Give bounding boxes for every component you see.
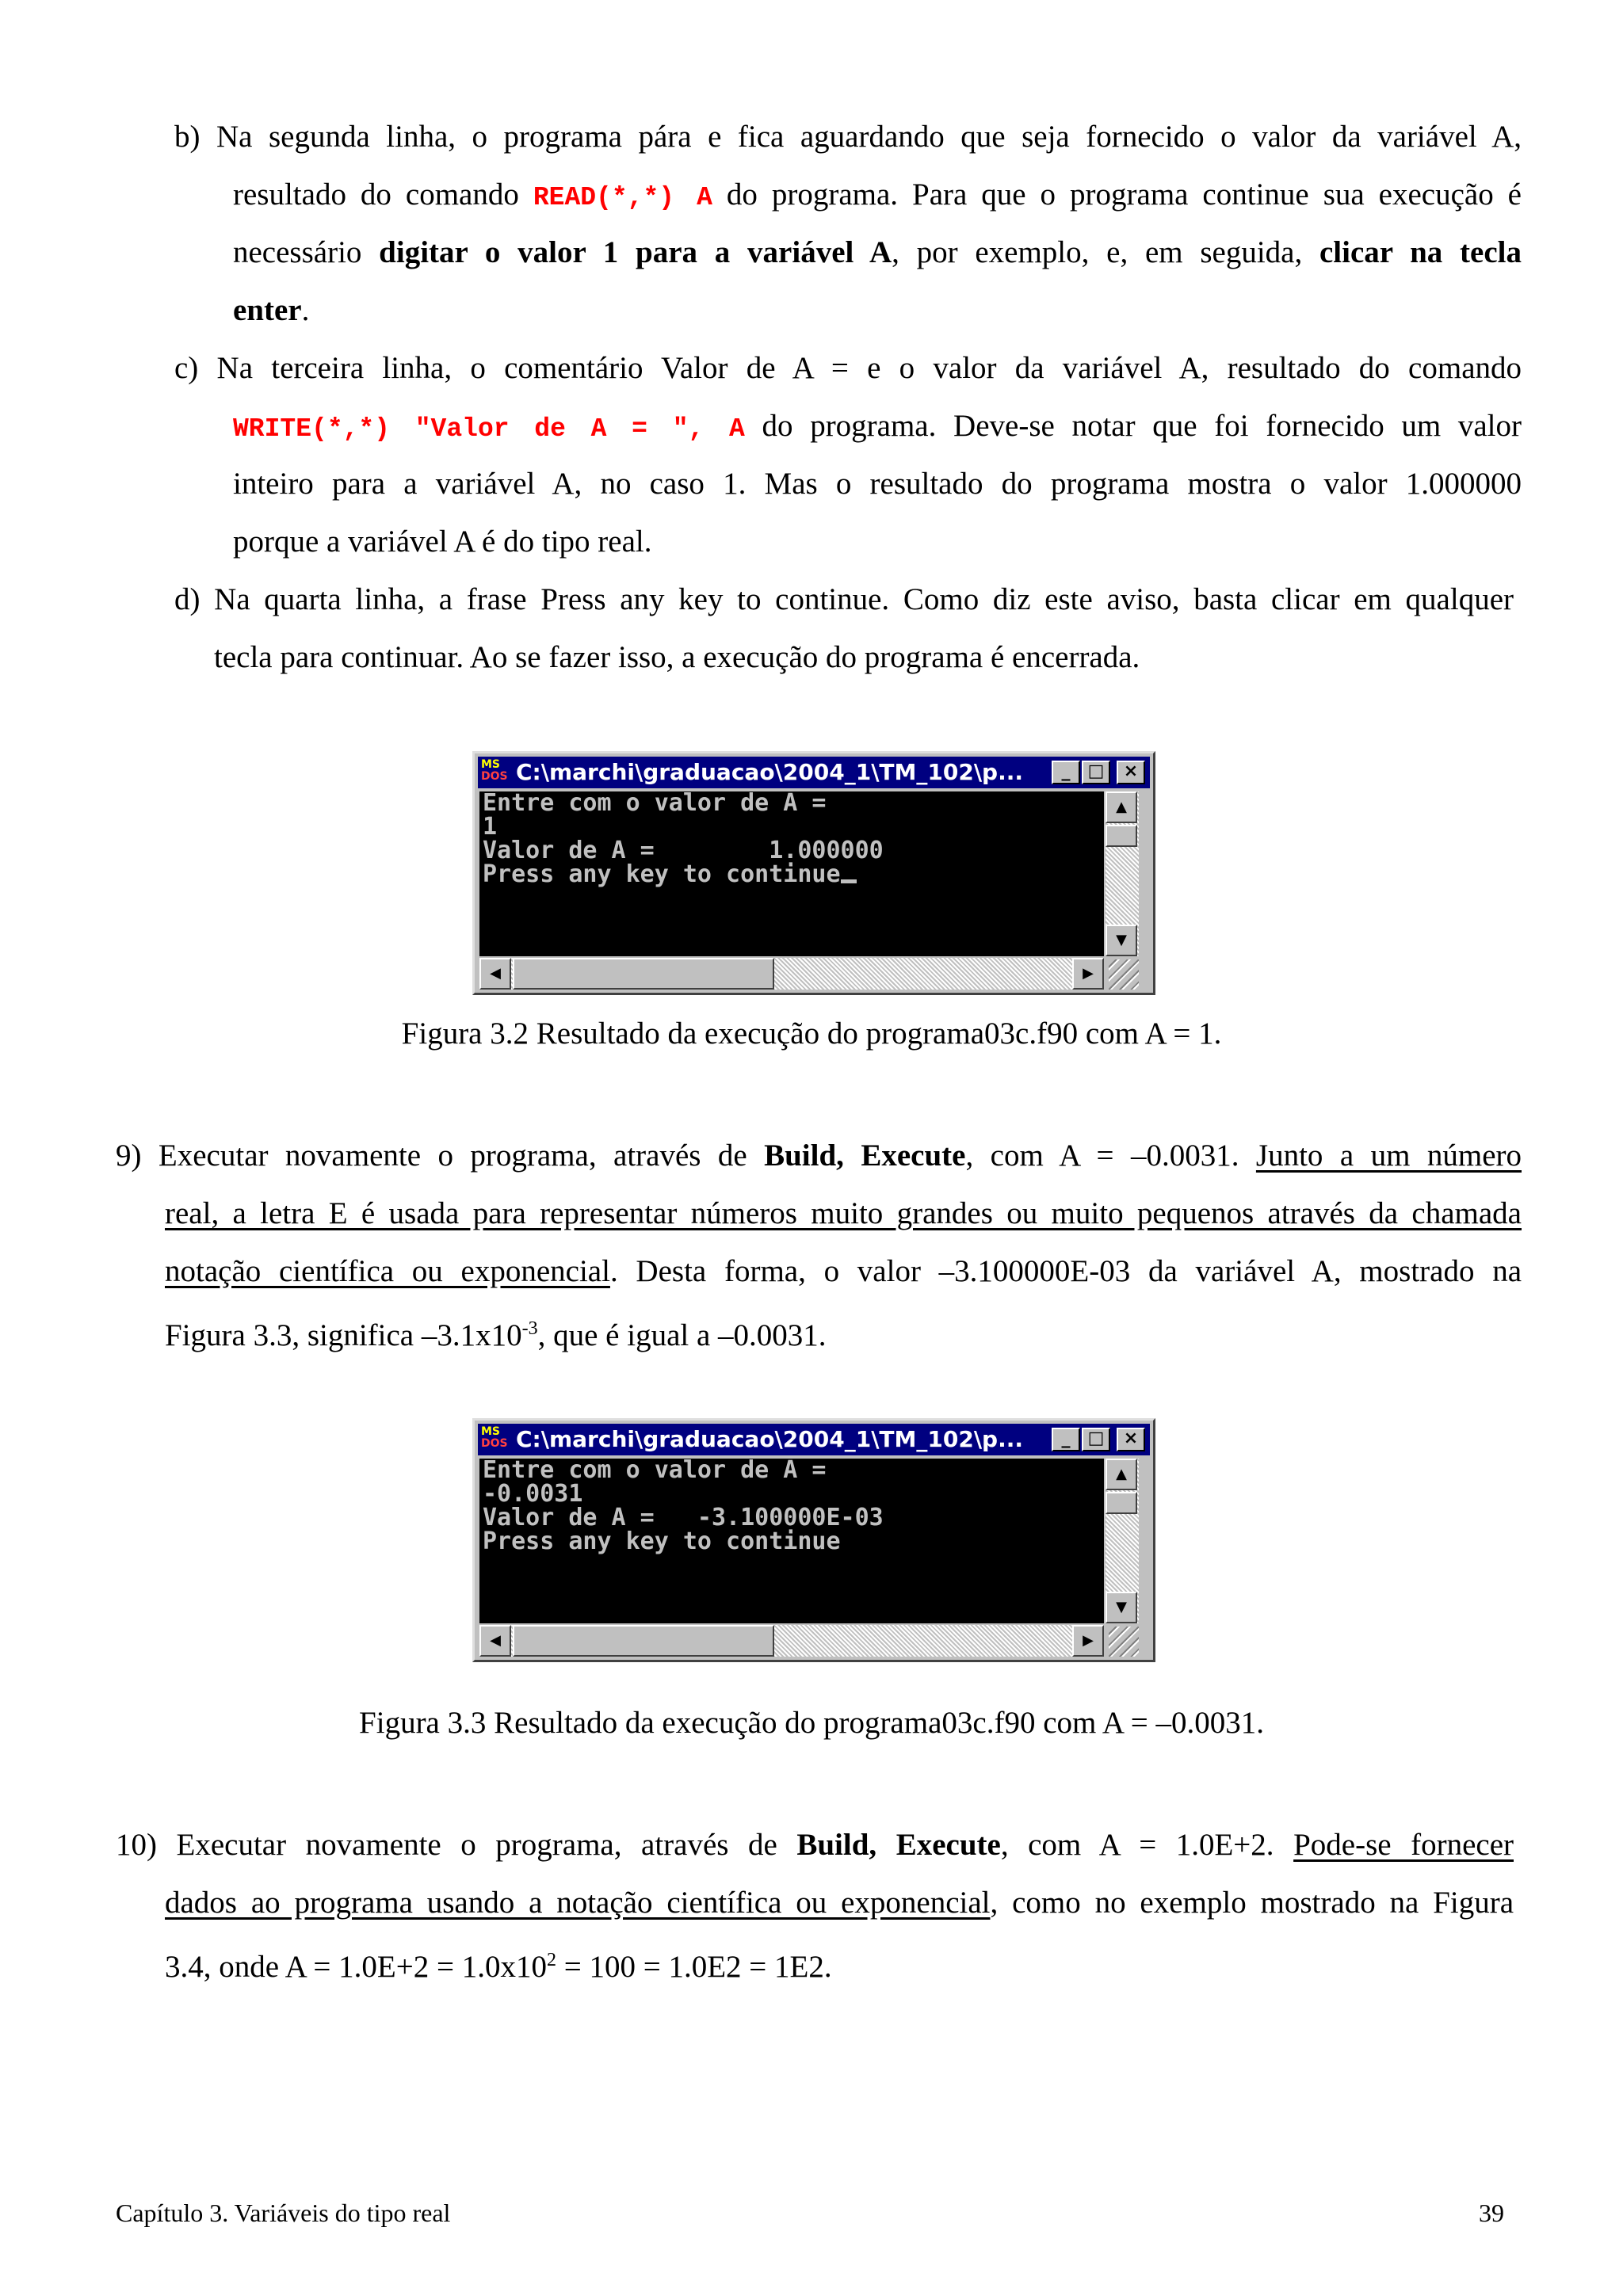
close-button[interactable]: ×: [1117, 1428, 1145, 1451]
text-line: c) Na terceira linha, o comentário Valor de A = e o valor da variável A, resultado do comando: [174, 351, 1522, 385]
text-cursor: [841, 879, 857, 883]
text-line: 9) Executar novamente o programa, através de Build, Execute, com A = –0.0031. Junto a um número: [116, 1138, 1522, 1173]
text-line: b) Na segunda linha, o programa pára e fica aguardando que seja fornecido o valor da variável A,: [174, 120, 1522, 154]
console-line-with-cursor: Press any key to continue: [479, 863, 1104, 887]
text-line: d) Na quarta linha, a frase Press any key to continue. Como diz este aviso, basta clicar em qualquer: [174, 582, 1514, 616]
horizontal-scrollbar[interactable]: [479, 1625, 1104, 1657]
text-line: porque a variável A é do tipo real.: [233, 524, 652, 559]
console-line: Entre com o valor de A =: [483, 791, 827, 817]
footer-chapter: Capítulo 3. Variáveis do tipo real: [116, 2199, 451, 2227]
scroll-up-button[interactable]: ▲: [1106, 791, 1137, 823]
console-output: [479, 1459, 1104, 1623]
text-line: tecla para continuar. Ao se fazer isso, a execução do programa é encerrada.: [214, 640, 1140, 674]
scroll-left-button[interactable]: ◀: [479, 1625, 511, 1657]
page-number: 39: [1479, 2199, 1504, 2227]
console-output: [479, 791, 1104, 956]
figure-caption-2: Figura 3.3 Resultado da execução do programa03c.f90 com A = –0.0031.: [359, 1706, 1264, 1740]
text-line: 3.4, onde $A = 1.0E+2 = 1.0x10^2 = 100 = 1.0E2 = 1E2$.: [165, 1950, 832, 1984]
scroll-right-button[interactable]: ▶: [1072, 1625, 1104, 1657]
minimize-button[interactable]: _: [1052, 761, 1080, 784]
console-line: 1: [483, 813, 498, 841]
text-line: notação científica ou exponencial. Desta forma, o valor –3.100000E-03 da variável A, mostrado na: [165, 1254, 1522, 1288]
resize-grip[interactable]: [1109, 1627, 1139, 1657]
title-bar: [478, 757, 1150, 788]
console-window-2: [472, 1418, 1155, 1662]
console-line: Valor de A = -3.100000E-03: [483, 1504, 884, 1531]
scroll-thumb-vertical[interactable]: [1106, 825, 1137, 847]
figure-caption-1: Figura 3.2 Resultado da execução do programa03c.f90 com A = 1.: [401, 1016, 1222, 1051]
text-line: dados ao programa usando a notação científica ou exponencial, como no exemplo mostrado na Figura: [165, 1886, 1514, 1920]
vertical-scrollbar[interactable]: [1106, 791, 1139, 956]
text-line: inteiro para a variável A, no caso 1. Mas o resultado do programa mostra o valor 1.000000: [233, 467, 1522, 501]
horizontal-scrollbar[interactable]: [479, 958, 1104, 990]
vertical-scrollbar[interactable]: [1106, 1459, 1139, 1623]
text-line: Figura 3.3, significa $-3.1x10^{-3}$, que é igual a –0.0031.: [165, 1318, 827, 1352]
title-bar: [478, 1424, 1150, 1455]
scroll-right-button[interactable]: ▶: [1072, 958, 1104, 990]
console-line: Entre com o valor de A =: [483, 1459, 827, 1484]
text-line: enter.: [233, 293, 310, 327]
maximize-button[interactable]: □: [1082, 761, 1110, 784]
scroll-down-button[interactable]: ▼: [1106, 1592, 1137, 1623]
text-line: necessário digitar o valor 1 para a variável A, por exemplo, e, em seguida, clicar na tecla: [233, 235, 1522, 269]
msdos-icon: MS DOS: [481, 758, 508, 783]
console-line: Valor de A = 1.000000: [483, 837, 884, 864]
resize-grip[interactable]: [1109, 959, 1139, 990]
close-button[interactable]: ×: [1117, 761, 1145, 784]
scroll-up-button[interactable]: ▲: [1106, 1459, 1137, 1490]
code-read: READ(*,*) A: [533, 183, 712, 212]
console-window-1: [472, 751, 1155, 995]
text-line: 10) Executar novamente o programa, através de Build, Execute, com A = 1.0E+2. Pode-se fornecer: [116, 1828, 1514, 1862]
minimize-button[interactable]: _: [1052, 1428, 1080, 1451]
maximize-button[interactable]: □: [1082, 1428, 1110, 1451]
text-line: real, a letra E é usada para representar números muito grandes ou muito pequenos através da chamada: [165, 1196, 1522, 1230]
window-title: C:\marchi\graduacao\2004_1\TM_102\p...: [516, 759, 1024, 785]
window-title: C:\marchi\graduacao\2004_1\TM_102\p...: [516, 1426, 1024, 1452]
scroll-thumb-horizontal[interactable]: [513, 958, 774, 990]
msdos-icon: MS DOS: [481, 1425, 508, 1450]
scroll-down-button[interactable]: ▼: [1106, 925, 1137, 956]
text-line: WRITE(*,*) "Valor de A = ", A do programa. Deve-se notar que foi fornecido um valor: [233, 409, 1522, 444]
scroll-thumb-horizontal[interactable]: [513, 1625, 774, 1657]
scroll-left-button[interactable]: ◀: [479, 958, 511, 990]
console-line: -0.0031: [483, 1480, 583, 1508]
console-line: Press any key to continue: [483, 1527, 841, 1555]
scroll-thumb-vertical[interactable]: [1106, 1492, 1137, 1514]
code-write: WRITE(*,*) "Valor de A = ", A: [233, 414, 745, 444]
text-line: resultado do comando READ(*,*) A do programa. Para que o programa continue sua execução é: [233, 177, 1522, 212]
